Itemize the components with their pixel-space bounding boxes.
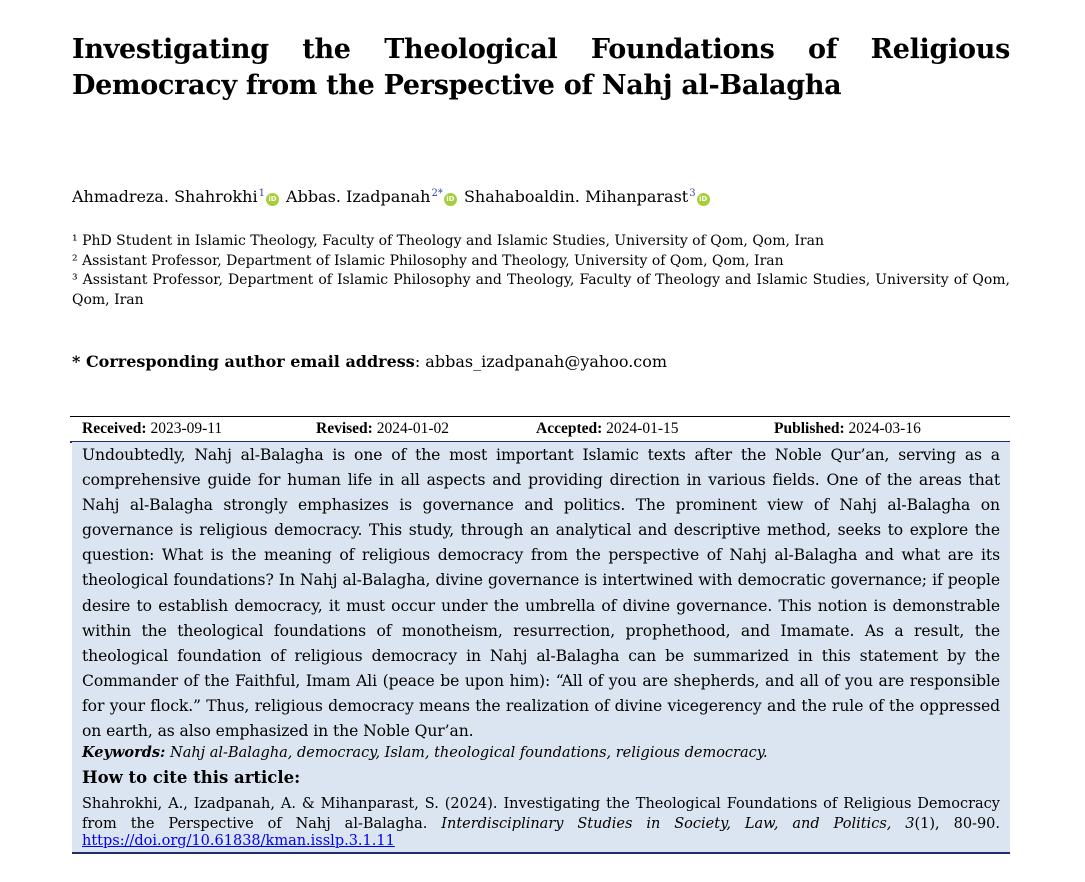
keywords-label: Keywords: — [82, 744, 166, 761]
abstract-box — [72, 442, 1010, 854]
orcid-icon[interactable]: iD — [266, 193, 279, 206]
author-name: Shahaboaldin. Mihanparast — [463, 187, 689, 206]
citation-journal: Interdisciplinary Studies in Society, Law, and Politics, 3 — [441, 816, 915, 832]
affiliation: ³ Assistant Professor, Department of Islamic Philosophy and Theology, Faculty of Theology and Islamic Studies, University of Qom, Qom, Iran — [72, 272, 1010, 308]
author-list — [72, 187, 712, 206]
keywords-list: Nahj al-Balagha, democracy, Islam, theological foundations, religious democracy. — [170, 745, 768, 761]
corresponding-author: * Corresponding author email address: abbas_izadpanah@yahoo.com — [72, 352, 668, 371]
author-affiliation-marker: 2* — [431, 188, 443, 199]
published-date: Published: 2024-03-16 — [774, 420, 921, 437]
how-to-cite-heading: How to cite this article: — [82, 768, 301, 787]
accepted-date: Accepted: 2024-01-15 — [536, 420, 679, 437]
abstract-text: Undoubtedly, Nahj al-Balagha is one of the most important Islamic texts after the Noble Qur’an, serving as a comprehensive guide for human life in all aspects and providing direction in various fields. One of the areas that Nahj al-Balagha strongly emphasizes is governance and politics. The prominent view of Nahj al-Balagha on governance is religious democracy. This study, through an analytical and descriptive method, seeks to explore the question: What is the meaning of religious democracy from the perspective of Nahj al-Balagha and what are its theological foundations? In Nahj al-Balagha, divine governance is intertwined with democratic governance; if people desire to establish democracy, it must occur under the umbrella of divine governance. This notion is demonstrable within the theological foundations of monotheism, resurrection, prophethood, and Imamate. As a result, the theological foundation of religious democracy in Nahj al-Balagha can be summarized in this statement by the Commander of the Faithful, Imam Ali (peace be upon him): “All of you are shepherds, and all of you are responsible for your flock.” Thus, religious democracy means the realization of divine vicegerency and the rule of the oppressed on earth, as also emphasized in the Noble Qur’an. — [82, 446, 1000, 741]
revised-date: Revised: 2024-01-02 — [316, 420, 450, 437]
keywords — [82, 744, 768, 761]
corresponding-author-label: * Corresponding author email address — [72, 352, 415, 371]
orcid-icon[interactable]: iD — [697, 193, 710, 206]
doi-link[interactable]: https://doi.org/10.61838/kman.isslp.3.1.11 — [82, 833, 395, 849]
author-affiliation-marker: 1 — [258, 188, 265, 199]
citation: Shahrokhi, A., Izadpanah, A. & Mihanparast, S. (2024). Investigating the Theological Foundations of Religious Democracy from the Perspective of Nahj al-Balagha. Interdisciplinary Studies in Society, Law, and Politics, 3(1), 80-90. — [82, 796, 1000, 832]
affiliation: ¹ PhD Student in Islamic Theology, Faculty of Theology and Islamic Studies, University of Qom, Qom, Iran — [72, 233, 824, 249]
author-name: Abbas. Izadpanah — [286, 187, 431, 206]
author-name: Ahmadreza. Shahrokhi — [72, 187, 258, 206]
author-affiliation-marker: 3 — [689, 188, 696, 199]
affiliation: ² Assistant Professor, Department of Islamic Philosophy and Theology, University of Qom, Qom, Iran — [72, 252, 784, 269]
affiliation-list — [72, 232, 1010, 310]
paper-title: Investigating the Theological Foundations of Religious Democracy from the Perspective of Nahj al-Balagha — [72, 34, 1010, 101]
received-date: Received: 2023-09-11 — [82, 420, 223, 437]
orcid-icon[interactable]: iD — [444, 193, 457, 206]
article-dates — [70, 416, 1010, 443]
corresponding-email[interactable]: abbas_izadpanah@yahoo.com — [425, 352, 668, 371]
